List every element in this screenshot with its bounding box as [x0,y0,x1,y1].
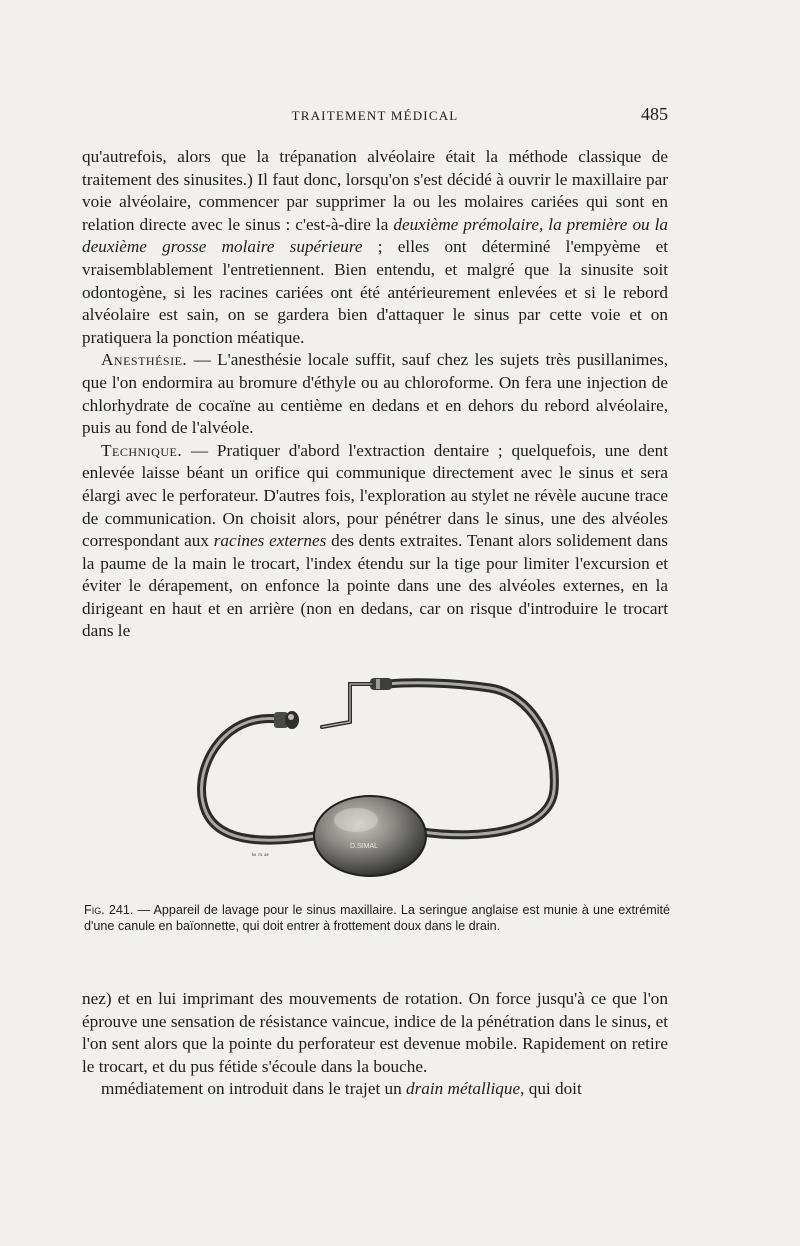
page-number: 485 [641,104,668,124]
paragraph-text: — L'anesthésie locale suffit, sauf chez les sujets très pusillanimes, que l'on endormira au bromure d'éthyle ou au chloroforme. On fera une injection de chlorhydrate de cocaïne au centième en dedans et en dehors du rebord alvéolaire, puis au fond de l'alvéole. [82,350,668,438]
rubber-bulb [314,796,426,876]
paragraph-anesthesie [82,349,668,439]
paragraph-text: qu'autrefois, alors que la trépanation alvéolaire était la méthode classique de traitement des sinusites.) Il faut donc, lorsqu'on s'est décidé à ouvrir le maxillaire par voie alvéolaire, commencer par supprimer la ou les molaires cariées qui sont en relation directe avec le sinus : c'est-à-dire la [82,147,668,234]
section-label-technique: Technique. [101,440,183,460]
running-head-title: TRAITEMENT MÉDICAL [291,108,459,123]
paragraph-continuation [82,146,668,349]
syringe-illustration [190,672,570,897]
left-nozzle [274,711,299,729]
figure-syringe [190,672,570,897]
paragraph-text: , qui doit [520,1079,582,1099]
section-label-anesthesie: Anesthésie. [101,350,188,370]
italic-drain-metallique: drain métallique [406,1079,521,1099]
paragraph-text: mmédiatement on introduit dans le trajet un [101,1079,407,1099]
bulb-maker-label: D.SIMAL [350,843,379,850]
italic-racines-externes: racines externes [213,531,327,551]
paragraph-technique [82,440,668,643]
paragraph-continuation-2: nez) et en lui imprimant des mouvements de rotation. On force jusqu'à ce que l'on éprouve une sensation de résistance vaincue, indice de la pénétration dans le sinus, et l'on sent alors que la pointe du perforateur est devenue mobile. Rapidement on retire le trocart, et du pus fétide s'écoule dans la bouche. [82,989,668,1076]
figure-label: Fig. 241. [84,903,134,917]
left-tube [202,718,320,840]
figure-caption [84,902,670,934]
italic-teeth-list: deuxième prémolaire, la première ou la deuxième grosse molaire supérieure [82,214,669,257]
bayonet-cannula [322,678,392,727]
paragraph-text: — Pratiquer d'abord l'extraction dentaire ; quelquefois, une dent enlevée laisse béant un orifice qui communique directement avec le sinus et sera élargi avec le perforateur. D'autres fois, l'exploration au stylet ne révèle aucune trace de communication. On choisit alors, pour pénétrer dans le sinus, une des alvéoles correspondant aux [82,440,668,551]
paragraph-text: ; elles ont déterminé l'empyème et vraisemblablement l'entretiennent. Bien entendu, et malgré que la sinusite soit odontogène, si les racines cariées ont été antérieurement enlevées et si le rebord alvéolaire est sain, on se gardera bien d'attaquer le sinus par cette voie et on pratiquera la ponction méatique. [82,237,668,347]
paragraph-drain [82,1078,668,1101]
body-text-bottom [82,988,668,1101]
running-head [82,104,668,134]
engraver-signature: ᵏˢ ʳˣ ᵃᵉ [252,851,269,860]
body-text-top [82,146,668,643]
caption-text: — Appareil de lavage pour le sinus maxillaire. La seringue anglaise est munie à une extrémité d'une canule en baïonnette, qui doit entrer à frottement doux dans le drain. [84,903,670,933]
paragraph-text: des dents extraites. Tenant alors solidement dans la paume de la main le trocart, l'index étendu sur la tige pour limiter l'excursion et éviter le dérapement, on enfonce la pointe dans une des alvéoles externes, en la dirigeant en haut et en arrière (non en dedans, car on risque d'introduire le trocart dans le [82,531,669,641]
